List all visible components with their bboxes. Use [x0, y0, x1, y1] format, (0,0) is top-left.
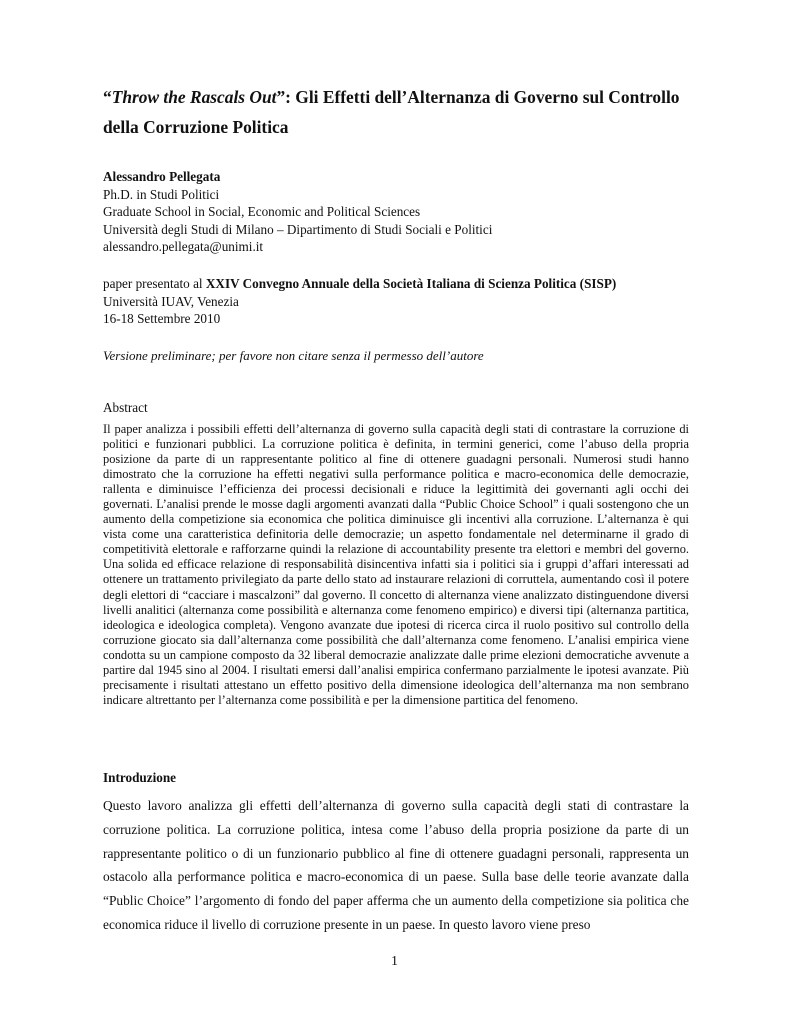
- paper-title: [103, 82, 689, 142]
- conference-dates: 16-18 Settembre 2010: [103, 311, 221, 326]
- author-university: Università degli Studi di Milano – Dipartimento di Studi Sociali e Politici: [103, 221, 493, 237]
- abstract-text: Il paper analizza i possibili effetti dell’alternanza di governo sulla capacità degli stati di contrastare la corruzione di politici e funzionari pubblici. La corruzione politica è definita, in termini generici, come l’abuso della propria posizione da parte di un rappresentante politico al fine di ottenere guadagni personali. Numerosi studi hanno dimostrato che la corruzione ha effetti negativi sulla performance politica e macro-economica delle democrazie, rallenta e diminuisce l’efficienza dei processi decisionali e riduce la legittimità dei governanti agli occhi dei governati. L’analisi prende le mosse dagli argomenti avanzati dalla “Public Choice School” i quali sostengono che un aumento della competizione sia economica che politica diminuisce gli incentivi alla corruzione. L’alternanza è qui vista come una caratteristica definitoria delle democrazie; un aspetto fondamentale nel determinarne il grado di competitività elettorale e rafforzarne quindi la relazione di accountability presente tra elettori e membri del governo. Una solida ed efficace relazione di responsabilità disincentiva infatti sia i politici sia i gruppi d’affari interessati ad ottenere un trattamento privilegiato da parte dello stato ad instaurare relazioni di corruttela, aumentando così il potere degli elettori di “cacciare i mascalzoni” dal governo. Il concetto di alternanza viene analizzato distinguendone diversi livelli analitici (alternanza come possibilità e alternanza come fenomeno empirico) e diversi tipi (alternanza partitica, ideologica e ideologica completa). Vengono avanzate due ipotesi di ricerca circa il ruolo positivo sul controllo della corruzione giocato sia dall’alternanza come possibilità che dall’alternanza come fenomeno. L’analisi empirica viene condotta su un campione composto da 32 liberal democrazie analizzate dalle prime elezioni democratiche avvenute a partire dal 1945 sino al 2004. I risultati emersi dall’analisi empirica confermano parzialmente le ipotesi avanzate. Più precisamente i risultati attestano un effetto positivo della dimensione ideologica dell’alternanza ma non sembrano indicare altrettanto per l’alternanza come possibilità e per la dimensione partitica del fenomeno.: [103, 422, 689, 707]
- title-open-quote: “: [103, 87, 112, 107]
- conference-venue: Università IUAV, Venezia: [103, 293, 239, 309]
- title-italic-part: Throw the Rascals Out: [111, 87, 277, 107]
- conference-block: [103, 275, 616, 328]
- title-rest: ”: Gli Effetti dell’Alternanza di Governo sul Controllo della Corruzione Politica: [103, 87, 680, 137]
- author-name: Alessandro Pellegata: [103, 169, 221, 184]
- conference-prefix: paper presentato al: [103, 276, 206, 291]
- author-school: Graduate School in Social, Economic and Political Sciences: [103, 204, 421, 219]
- introduction-text: Questo lavoro analizza gli effetti dell’alternanza di governo sulla capacità degli stati di contrastare la corruzione politica. La corruzione politica, intesa come l’abuso della propria posizione da parte di un rappresentante politico o di un funzionario pubblico al fine di ottenere guadagni personali, rappresenta un ostacolo alla performance politica e macro-economica di un paese. Sulla base delle teorie avanzate dalla “Public Choice” l’argomento di fondo del paper afferma che un aumento della competizione sia politica che economica riduce il livello di corruzione presente in un paese. In questo lavoro viene preso: [103, 798, 689, 932]
- author-block: [103, 168, 492, 256]
- conference-line: [103, 275, 616, 293]
- page-number: 1: [391, 954, 398, 969]
- abstract-heading: Abstract: [103, 400, 148, 415]
- author-email[interactable]: alessandro.pellegata@unimi.it: [103, 239, 264, 254]
- author-degree: Ph.D. in Studi Politici: [103, 186, 220, 202]
- preliminary-note: Versione preliminare; per favore non citare senza il permesso dell’autore: [103, 348, 484, 363]
- conference-name: XXIV Convegno Annuale della Società Italiana di Scienza Politica (SISP): [205, 276, 617, 291]
- introduction-heading: Introduzione: [103, 770, 177, 785]
